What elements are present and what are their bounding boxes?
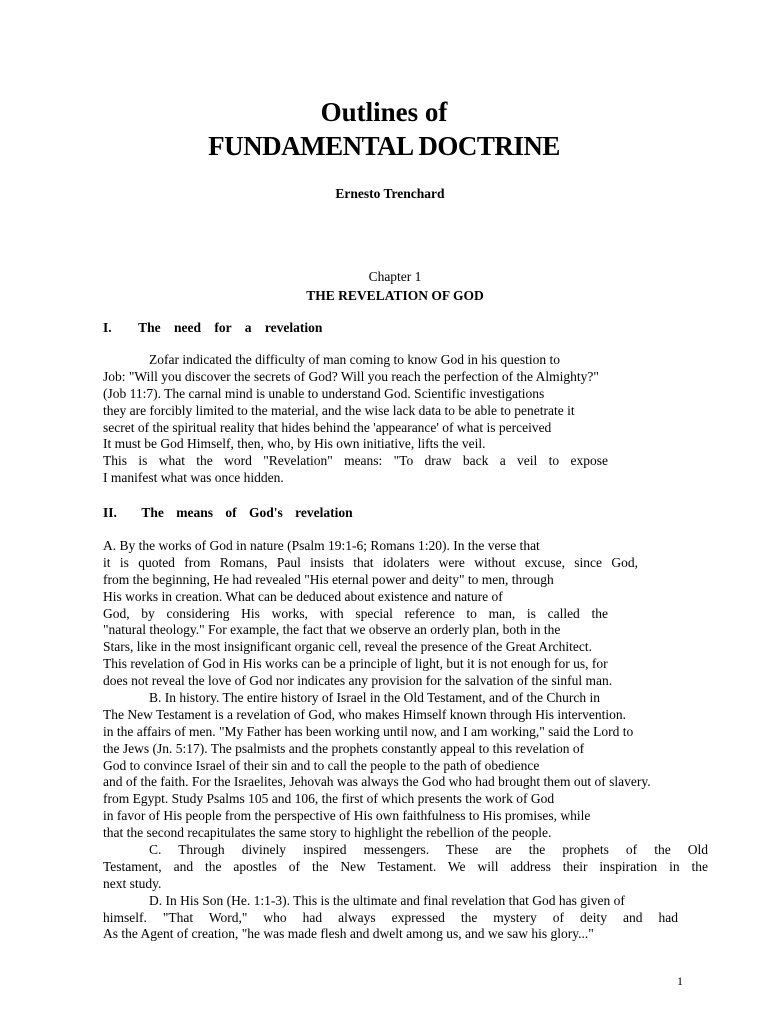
paragraph-line: I manifest what was once hidden. bbox=[103, 470, 284, 486]
paragraph-line: The New Testament is a revelation of God, who makes Himself known through His intervention. bbox=[103, 706, 626, 722]
title-line-2: FUNDAMENTAL DOCTRINE bbox=[208, 131, 560, 161]
paragraph-line: C. Through divinely inspired messengers. These are the prophets of the Old bbox=[149, 842, 708, 858]
paragraph-line: "natural theology." For example, the fact that we observe an orderly plan, both in the bbox=[103, 622, 561, 638]
paragraph-line: His works in creation. What can be deduced about existence and nature of bbox=[103, 588, 503, 604]
paragraph-line: God, by considering His works, with special reference to man, is called the bbox=[103, 605, 608, 621]
section-body-need-for-revelation bbox=[103, 352, 708, 487]
paragraph-line: it is quoted from Romans, Paul insists that idolaters were without excuse, since God, bbox=[103, 554, 638, 570]
paragraph-line: from Egypt. Study Psalms 105 and 106, the first of which presents the work of God bbox=[103, 791, 555, 807]
chapter-title: THE REVELATION OF GOD bbox=[306, 288, 484, 303]
paragraph-line: This revelation of God in His works can be a principle of light, but it is not enough for us, for bbox=[103, 656, 608, 672]
chapter-label: Chapter 1 bbox=[368, 269, 422, 284]
paragraph-line: (Job 11:7). The carnal mind is unable to understand God. Scientific investigations bbox=[103, 385, 545, 401]
paragraph-line: Job: "Will you discover the secrets of God? Will you reach the perfection of the Almighty?" bbox=[103, 368, 599, 384]
section-body-means-of-revelation bbox=[103, 538, 708, 943]
author-name: Ernesto Trenchard bbox=[335, 186, 445, 201]
paragraph-line: Testament, and the apostles of the New Testament. We will address their inspiration in the bbox=[103, 858, 708, 874]
paragraph-line: secret of the spiritual reality that hides behind the 'appearance' of what is perceived bbox=[103, 419, 552, 435]
paragraph-line: does not reveal the love of God nor indicates any provision for the salvation of the sinful man. bbox=[103, 673, 613, 689]
paragraph-line: in favor of His people from the perspective of His own faithfulness to His promises, while bbox=[103, 808, 591, 824]
paragraph-line: in the affairs of men. "My Father has been working until now, and I am working," said the Lord to bbox=[103, 723, 634, 739]
paragraph-line: As the Agent of creation, "he was made flesh and dwelt among us, and we saw his glory..." bbox=[103, 926, 594, 942]
paragraph-line: It must be God Himself, then, who, by His own initiative, lifts the veil. bbox=[103, 436, 486, 452]
paragraph-line: Zofar indicated the difficulty of man coming to know God in his question to bbox=[149, 352, 561, 367]
paragraph-line: that the second recapitulates the same story to highlight the rebellion of the people. bbox=[103, 825, 552, 841]
paragraph-line: next study. bbox=[103, 875, 162, 891]
section-heading-means-of-revelation: II. The means of God's revelation bbox=[103, 505, 353, 520]
paragraph-line: from the beginning, He had revealed "His eternal power and deity" to men, through bbox=[103, 571, 554, 587]
page-number: 1 bbox=[677, 974, 683, 988]
paragraph-line: A. By the works of God in nature (Psalm 19:1-6; Romans 1:20). In the verse that bbox=[103, 538, 540, 553]
paragraph-line: they are forcibly limited to the material, and the wise lack data to be able to penetrate it bbox=[103, 402, 575, 418]
title-line-1: Outlines of bbox=[320, 97, 448, 127]
section-heading-need-for-revelation: I. The need for a revelation bbox=[103, 320, 323, 335]
paragraph-line: D. In His Son (He. 1:1-3). This is the ultimate and final revelation that God has given of bbox=[149, 892, 625, 908]
paragraph-line: Stars, like in the most insignificant organic cell, reveal the presence of the Great Architect. bbox=[103, 639, 592, 655]
paragraph-line: B. In history. The entire history of Israel in the Old Testament, and of the Church in bbox=[149, 690, 600, 706]
paragraph-line: God to convince Israel of their sin and to call the people to the path of obedience bbox=[103, 757, 540, 773]
paragraph-line: himself. "That Word," who had always expressed the mystery of deity and had bbox=[103, 909, 678, 925]
paragraph-line: This is what the word "Revelation" means: "To draw back a veil to expose bbox=[103, 453, 608, 469]
paragraph-line: and of the faith. For the Israelites, Jehovah was always the God who had brought them out of slavery. bbox=[103, 774, 651, 790]
paragraph-line: the Jews (Jn. 5:17). The psalmists and the prophets constantly appeal to this revelation of bbox=[103, 740, 585, 756]
